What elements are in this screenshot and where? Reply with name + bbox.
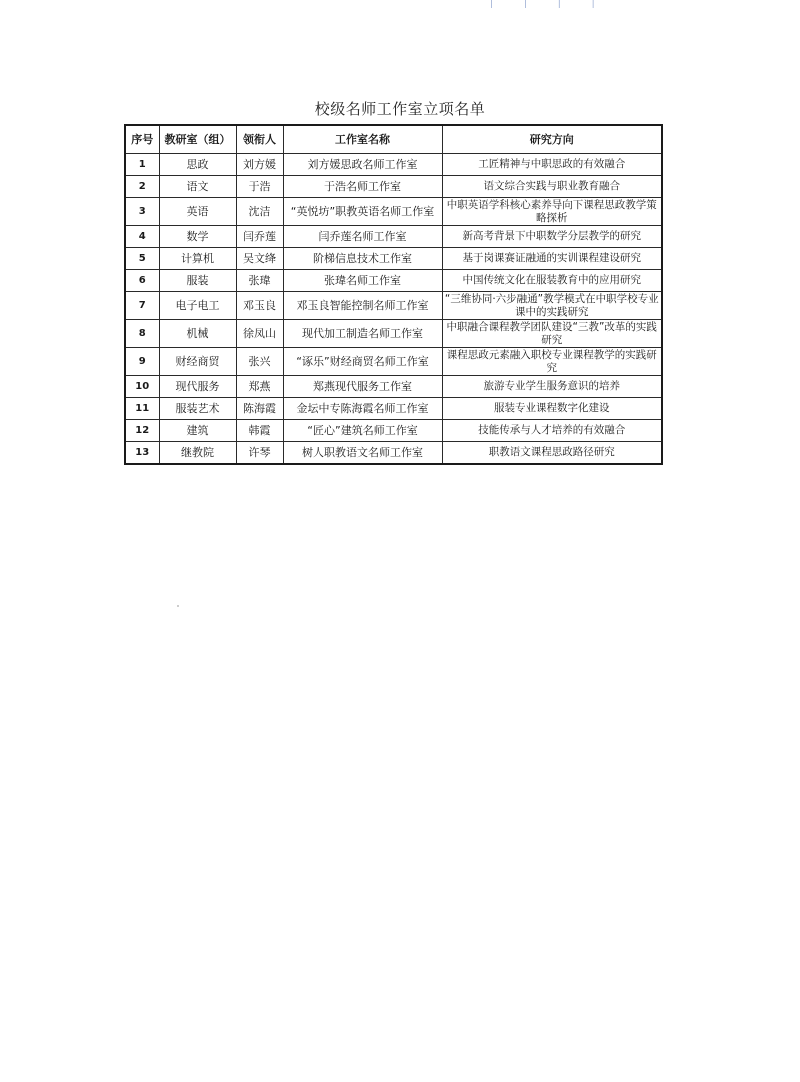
column-header-studio: 工作室名称	[283, 125, 442, 154]
row-department: 机械	[159, 320, 236, 348]
row-lead: 邓玉良	[236, 292, 283, 320]
table-row	[125, 348, 662, 376]
row-direction: 服装专业课程数字化建设	[442, 398, 662, 420]
column-header-department: 教研室（组）	[159, 125, 236, 154]
row-lead: 徐凤山	[236, 320, 283, 348]
row-lead: 郑燕	[236, 376, 283, 398]
table-row	[125, 154, 662, 176]
row-department: 英语	[159, 198, 236, 226]
row-studio: “英悦坊”职教英语名师工作室	[283, 198, 442, 226]
table-row	[125, 320, 662, 348]
row-department: 思政	[159, 154, 236, 176]
row-department: 建筑	[159, 420, 236, 442]
row-lead: 吴文绛	[236, 248, 283, 270]
row-studio: 郑燕现代服务工作室	[283, 376, 442, 398]
row-studio: 阶梯信息技术工作室	[283, 248, 442, 270]
row-department: 现代服务	[159, 376, 236, 398]
row-direction: 语文综合实践与职业教育融合	[442, 176, 662, 198]
row-studio: 金坛中专陈海霞名师工作室	[283, 398, 442, 420]
row-studio: 张瑋名师工作室	[283, 270, 442, 292]
row-direction: “三维协同·六步融通”教学模式在中职学校专业课中的实践研究	[442, 292, 662, 320]
row-number: 13	[125, 442, 159, 465]
table-row	[125, 198, 662, 226]
row-lead: 于浩	[236, 176, 283, 198]
row-direction: 中职融合课程教学团队建设“三教”改革的实践研究	[442, 320, 662, 348]
row-number: 1	[125, 154, 159, 176]
row-number: 8	[125, 320, 159, 348]
column-header-direction: 研究方向	[442, 125, 662, 154]
column-header-lead: 领衔人	[236, 125, 283, 154]
row-number: 4	[125, 226, 159, 248]
row-department: 服装艺术	[159, 398, 236, 420]
row-department: 电子电工	[159, 292, 236, 320]
row-department: 数学	[159, 226, 236, 248]
row-number: 9	[125, 348, 159, 376]
row-direction: 中职英语学科核心素养导向下课程思政教学策略探析	[442, 198, 662, 226]
scan-edge-marks: | | | |	[490, 0, 609, 9]
scan-speck	[177, 605, 179, 607]
row-lead: 韩霞	[236, 420, 283, 442]
row-number: 6	[125, 270, 159, 292]
table-row	[125, 398, 662, 420]
table-row	[125, 420, 662, 442]
row-direction: 新高考背景下中职数学分层教学的研究	[442, 226, 662, 248]
row-lead: 刘方媛	[236, 154, 283, 176]
row-lead: 闫乔莲	[236, 226, 283, 248]
table-row	[125, 292, 662, 320]
row-lead: 张兴	[236, 348, 283, 376]
row-number: 3	[125, 198, 159, 226]
row-number: 12	[125, 420, 159, 442]
table-header-row	[125, 125, 662, 154]
table-row	[125, 248, 662, 270]
row-number: 11	[125, 398, 159, 420]
table-row	[125, 442, 662, 465]
table-row	[125, 226, 662, 248]
row-lead: 许琴	[236, 442, 283, 465]
row-studio: “诼乐”财经商贸名师工作室	[283, 348, 442, 376]
row-number: 7	[125, 292, 159, 320]
row-studio: 于浩名师工作室	[283, 176, 442, 198]
row-studio: 刘方媛思政名师工作室	[283, 154, 442, 176]
row-lead: 陈海霞	[236, 398, 283, 420]
row-department: 服装	[159, 270, 236, 292]
document-title: 校级名师工作室立项名单	[314, 100, 486, 118]
table-row	[125, 176, 662, 198]
row-department: 财经商贸	[159, 348, 236, 376]
row-number: 10	[125, 376, 159, 398]
row-direction: 旅游专业学生服务意识的培养	[442, 376, 662, 398]
row-direction: 职教语文课程思政路径研究	[442, 442, 662, 465]
studio-roster-table	[124, 124, 663, 465]
row-studio: 邓玉良智能控制名师工作室	[283, 292, 442, 320]
row-direction: 工匠精神与中职思政的有效融合	[442, 154, 662, 176]
row-lead: 沈洁	[236, 198, 283, 226]
row-studio: 树人职教语文名师工作室	[283, 442, 442, 465]
row-direction: 中国传统文化在服装教育中的应用研究	[442, 270, 662, 292]
row-studio: 现代加工制造名师工作室	[283, 320, 442, 348]
row-department: 语文	[159, 176, 236, 198]
row-direction: 技能传承与人才培养的有效融合	[442, 420, 662, 442]
table-row	[125, 270, 662, 292]
row-studio: 闫乔莲名师工作室	[283, 226, 442, 248]
row-number: 2	[125, 176, 159, 198]
row-lead: 张瑋	[236, 270, 283, 292]
column-header-number: 序号	[125, 125, 159, 154]
row-studio: “匠心”建筑名师工作室	[283, 420, 442, 442]
row-number: 5	[125, 248, 159, 270]
row-department: 继教院	[159, 442, 236, 465]
row-department: 计算机	[159, 248, 236, 270]
table-row	[125, 376, 662, 398]
row-direction: 课程思政元素融入职校专业课程教学的实践研究	[442, 348, 662, 376]
row-direction: 基于岗课赛证融通的实训课程建设研究	[442, 248, 662, 270]
